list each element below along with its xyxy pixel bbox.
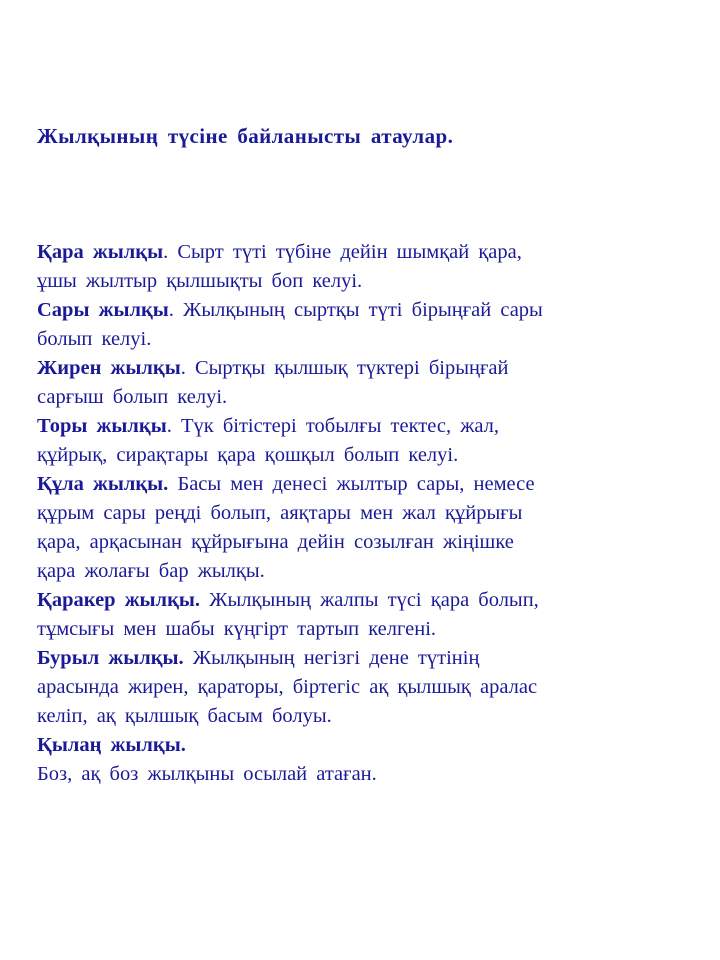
entry-line: ұшы жылтыр қылшықты боп келуі. <box>37 270 363 292</box>
entry-line <box>37 586 657 615</box>
entry-line: болып келуі. <box>37 328 152 350</box>
entry-line <box>37 238 657 267</box>
entry-text: . Сыртқы қылшық түктері бірыңғай <box>180 357 509 379</box>
entry-term: Қаракер жылқы. <box>37 589 201 611</box>
entry-line: қара, арқасынан құйрығына дейін созылған жіңішке <box>37 531 514 553</box>
document-body <box>37 238 657 789</box>
document-title: Жылқының түсіне байланысты атаулар. <box>37 124 454 148</box>
entry-term: Құла жылқы. <box>37 473 169 495</box>
entry-line <box>37 354 657 383</box>
entry-term: Қара жылқы <box>37 241 164 263</box>
entry-line: құрым сары реңді болып, аяқтары мен жал құйрығы <box>37 502 523 524</box>
entry-text: . Жылқының сыртқы түті бірыңғай сары <box>168 299 543 321</box>
entry-term: Торы жылқы <box>37 415 167 437</box>
entry-term: Бурыл жылқы. <box>37 647 184 669</box>
entry-line <box>37 731 657 760</box>
entry-tory <box>37 412 657 470</box>
entry-term: Қылаң жылқы. <box>37 734 186 756</box>
entry-line <box>37 296 657 325</box>
entry-line: сарғыш болып келуі. <box>37 386 228 408</box>
entry-text: Басы мен денесі жылтыр сары, немесе <box>168 473 535 495</box>
entry-sary <box>37 296 657 354</box>
entry-kylan <box>37 731 657 789</box>
entry-term: Сары жылқы <box>37 299 169 321</box>
entry-text: . Сырт түті түбіне дейін шымқай қара, <box>163 241 522 263</box>
entry-term: Жирен жылқы <box>37 357 181 379</box>
entry-kara <box>37 238 657 296</box>
entry-line: Боз, ақ боз жылқыны осылай атаған. <box>37 763 377 785</box>
entry-kula <box>37 470 657 586</box>
entry-line: тұмсығы мен шабы күңгірт тартып келгені. <box>37 618 437 640</box>
entry-line <box>37 412 657 441</box>
entry-buryl <box>37 644 657 731</box>
entry-ziren <box>37 354 657 412</box>
entry-text: Жылқының негізгі дене түтінің <box>183 647 480 669</box>
entry-line: келіп, ақ қылшық басым болуы. <box>37 705 332 727</box>
entry-line <box>37 470 657 499</box>
entry-line: қара жолағы бар жылқы. <box>37 560 265 582</box>
entry-text: Жылқының жалпы түсі қара болып, <box>200 589 539 611</box>
entry-line: арасында жирен, қараторы, біртегіс ақ қылшық аралас <box>37 676 538 698</box>
entry-text: . Түк бітістері тобылғы тектес, жал, <box>166 415 499 437</box>
entry-karaker <box>37 586 657 644</box>
entry-line: құйрық, сирақтары қара қошқыл болып келуі. <box>37 444 459 466</box>
entry-line <box>37 644 657 673</box>
